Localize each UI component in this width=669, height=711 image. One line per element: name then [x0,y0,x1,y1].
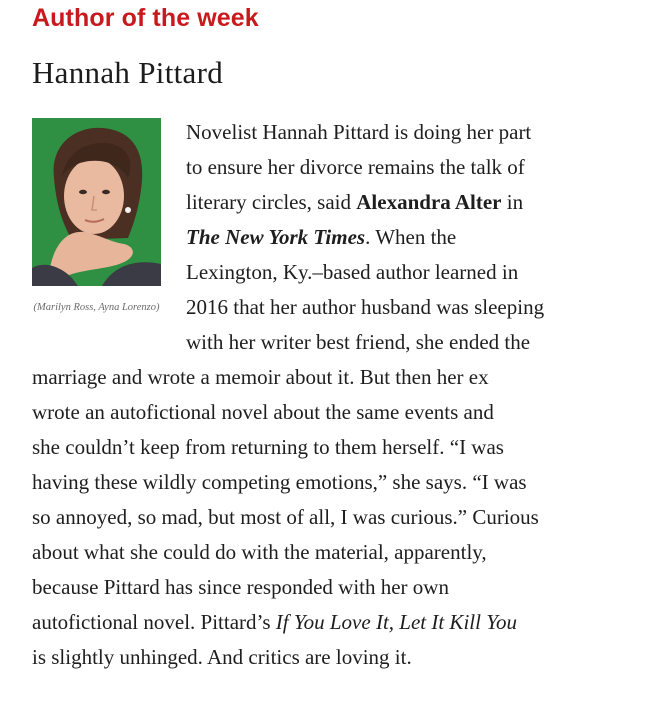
body-text-segment: having these wildly competing emotions,” she says. “I was [32,470,527,494]
body-line [186,155,525,180]
body-line [32,540,487,565]
body-text-segment: literary circles, said [186,190,357,214]
body-text-segment: . When the [365,225,457,249]
section-label: Author of the week [32,4,259,32]
body-line [186,225,456,250]
body-text-segment: 2016 that her author husband was sleeping [186,295,545,319]
body-text-segment: with her writer best friend, she ended the [186,330,531,354]
body-text-segment: to ensure her divorce remains the talk of [186,155,525,179]
body-line [186,120,531,145]
body-line [32,435,504,460]
body-text-segment: because Pittard has since responded with her own [32,575,449,599]
body-text-segment: Lexington, Ky.–based author learned in [186,260,519,284]
body-text-segment: she couldn’t keep from returning to them herself. “I was [32,435,504,459]
body-text-segment: is slightly unhinged. And critics are loving it. [32,645,412,669]
photo-caption: (Marilyn Ross, Ayna Lorenzo) [33,302,160,313]
body-line [186,295,544,320]
author-name-heading: Hannah Pittard [32,55,224,90]
body-line [32,575,449,600]
body-text-segment: in [501,190,524,214]
body-text-segment: wrote an autofictional novel about the same events and [32,400,494,424]
emphasis-text: Alexandra Alter [356,190,502,214]
author-portrait-image [32,118,161,286]
body-line [32,470,527,495]
emphasis-text: If You Love It, Let It Kill You [275,610,517,634]
body-line [32,610,517,635]
body-text-segment: Novelist Hannah Pittard is doing her part [186,120,532,144]
emphasis-text: The New York Times [186,225,366,249]
body-line [32,645,412,670]
body-text-segment: marriage and wrote a memoir about it. But then her ex [32,365,489,389]
author-photo [32,118,161,286]
body-line [32,400,494,425]
body-line [32,505,539,530]
body-line [186,260,518,285]
body-text-segment: autofictional novel. Pittard’s [32,610,276,634]
body-line [32,365,489,390]
body-text-segment: so annoyed, so mad, but most of all, I was curious.” Curious [32,505,539,529]
body-line [186,190,523,215]
body-text-segment: about what she could do with the material, apparently, [32,540,487,564]
body-line [186,330,530,355]
